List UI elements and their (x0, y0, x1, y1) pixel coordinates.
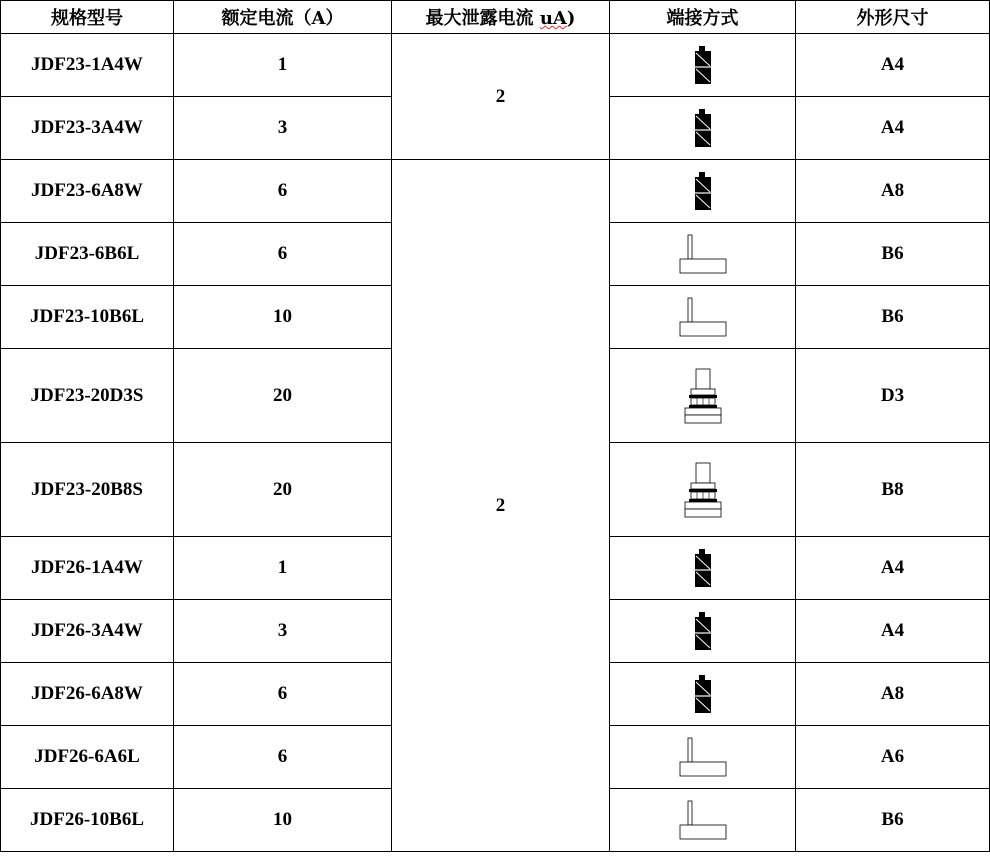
solder-cup-terminal-icon (610, 171, 795, 211)
terminal-cell (610, 600, 796, 663)
model-cell: JDF26-3A4W (1, 600, 174, 663)
current-cell: 10 (174, 286, 392, 349)
size-cell: A4 (796, 537, 990, 600)
model-cell: JDF23-3A4W (1, 97, 174, 160)
table-row (1, 160, 990, 223)
solder-cup-terminal-icon (610, 548, 795, 588)
table-header-row (1, 1, 990, 34)
header-leakage-suffix: ) (566, 8, 576, 29)
threaded-stud-terminal-icon (610, 367, 795, 425)
pin-terminal-icon (610, 736, 795, 778)
model-cell: JDF23-20B8S (1, 443, 174, 537)
current-cell: 6 (174, 223, 392, 286)
current-cell: 20 (174, 443, 392, 537)
terminal-cell (610, 789, 796, 852)
size-cell: A6 (796, 726, 990, 789)
header-model: 规格型号 (1, 1, 174, 34)
table-row (1, 34, 990, 97)
size-cell: A8 (796, 160, 990, 223)
current-cell: 3 (174, 600, 392, 663)
size-cell: A4 (796, 97, 990, 160)
size-cell: A4 (796, 600, 990, 663)
size-cell: A8 (796, 663, 990, 726)
pin-terminal-icon (610, 233, 795, 275)
current-cell: 20 (174, 349, 392, 443)
header-current: 额定电流（A） (174, 1, 392, 34)
terminal-cell (610, 160, 796, 223)
current-cell: 10 (174, 789, 392, 852)
size-cell: B6 (796, 286, 990, 349)
size-cell: D3 (796, 349, 990, 443)
current-cell: 3 (174, 97, 392, 160)
leakage-cell: 2 (392, 160, 610, 852)
terminal-cell (610, 537, 796, 600)
header-leakage (392, 1, 610, 34)
size-cell: B6 (796, 223, 990, 286)
solder-cup-terminal-icon (610, 108, 795, 148)
solder-cup-terminal-icon (610, 611, 795, 651)
terminal-cell (610, 97, 796, 160)
current-cell: 6 (174, 160, 392, 223)
size-cell: B8 (796, 443, 990, 537)
current-cell: 1 (174, 537, 392, 600)
terminal-cell (610, 726, 796, 789)
model-cell: JDF23-6B6L (1, 223, 174, 286)
model-cell: JDF26-6A6L (1, 726, 174, 789)
threaded-stud-terminal-icon (610, 461, 795, 519)
model-cell: JDF26-10B6L (1, 789, 174, 852)
pin-terminal-icon (610, 296, 795, 338)
terminal-cell (610, 663, 796, 726)
terminal-cell (610, 34, 796, 97)
terminal-cell (610, 443, 796, 537)
terminal-cell (610, 223, 796, 286)
solder-cup-terminal-icon (610, 45, 795, 85)
terminal-cell (610, 286, 796, 349)
current-cell: 6 (174, 663, 392, 726)
model-cell: JDF23-20D3S (1, 349, 174, 443)
header-leakage-label: 最大泄露电流 (425, 8, 540, 29)
leakage-cell: 2 (392, 34, 610, 160)
model-cell: JDF26-1A4W (1, 537, 174, 600)
size-cell: B6 (796, 789, 990, 852)
pin-terminal-icon (610, 799, 795, 841)
model-cell: JDF23-1A4W (1, 34, 174, 97)
model-cell: JDF23-6A8W (1, 160, 174, 223)
header-size: 外形尺寸 (796, 1, 990, 34)
model-cell: JDF23-10B6L (1, 286, 174, 349)
current-cell: 6 (174, 726, 392, 789)
size-cell: A4 (796, 34, 990, 97)
header-terminal: 端接方式 (610, 1, 796, 34)
solder-cup-terminal-icon (610, 674, 795, 714)
model-cell: JDF26-6A8W (1, 663, 174, 726)
current-cell: 1 (174, 34, 392, 97)
terminal-cell (610, 349, 796, 443)
header-leakage-unit: uA (539, 8, 567, 29)
